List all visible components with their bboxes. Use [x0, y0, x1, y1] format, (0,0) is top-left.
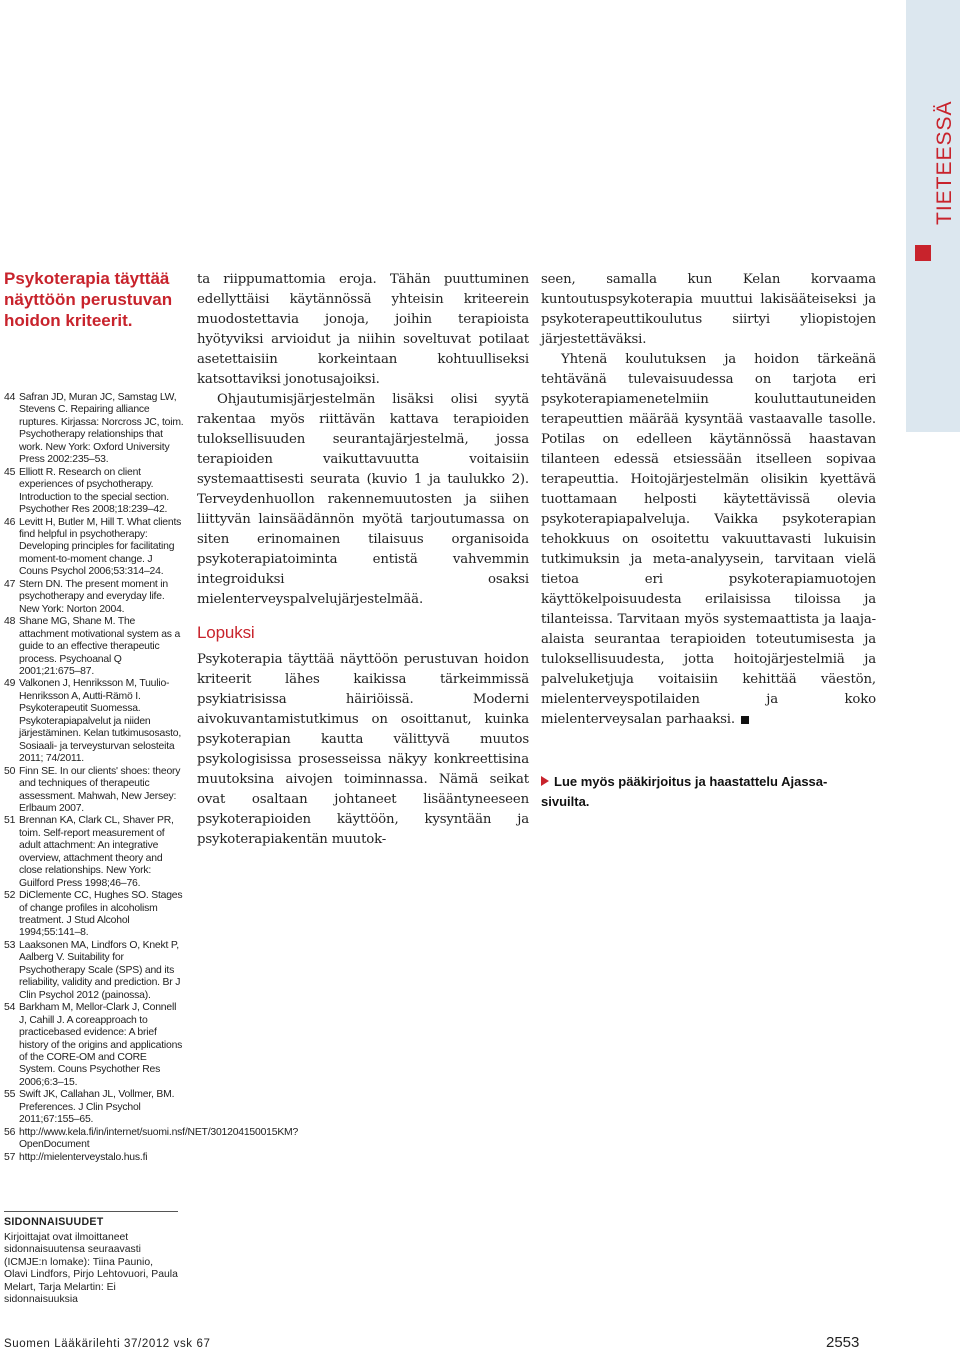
reference-text: http://mielenterveystalo.hus.fi — [19, 1151, 148, 1163]
page-number: 2553 — [826, 1334, 860, 1351]
section-heading: Lopuksi — [197, 623, 255, 642]
reference-number: 46 — [4, 516, 16, 528]
reference-text: Safran JD, Muran JC, Samstag LW, Stevens C. Repairing alliance ruptures. Kirjassa: Norcross JC, toim. Psychotherapy relationships that work. New York: Oxford University Press 2002:235–53. — [19, 392, 184, 466]
reference-item — [4, 616, 184, 678]
divider — [4, 1211, 178, 1212]
body-paragraph: Ohjautumisjärjestelmän lisäksi olisi syytä rakentaa myös riittävän kattava terapioiden tuloksellisuuden seurantajärjestelmä, jossa terapioiden vaikuttavuutta voitaisiin systemaattisesti seurata (kuvio 1 ja taulukko 2). Terveydenhuollon rakennemuutosten ja siihen liittyvän lainsäädännön myötä tarjoutumassa on siten erinomainen tilaisuus organisoida psykoterapiatoiminta entistä vahvemmin integroiduksi osaksi mielenterveyspalvelujärjestelmää. — [197, 392, 529, 607]
body-paragraph-text: Yhtenä koulutuksen ja hoidon tärkeänä tehtävänä tulevaisuudessa on tarjota eri psykoterapiamenetelmiin kouluttautuneiden terapeuttien määrää kysyntää vastaavalle tasolle. Potilas on edelleen käytännössä haastavan tilanteen edessä etsiessään itselleen sopivaa terapeuttia. Hoitojärjestelmän olisikin kyettävä tuottamaan helposti käytettävissä olevia psykoterapiapalveluja. Vaikka psykoterapian tehokkuus on osoitettu vakuuttavasti lukuisin tutkimuksin ja meta-analyysein, tarvitaan vielä tietoa eri psykoterapiamuotojen käyttökelpoisuudesta erilaisissa tiloissa ja tilanteissa. Tarvitaan myös systemaattista ja laaja-alaista seurantaa terapioiden toteutumisesta ja tuloksellisuudesta, jotta hoitojärjestelmiä ja palveluketjuja voitaisiin kehittää väestön, mielenterveyspotilaiden ja koko mielenterveysalan parhaaksi. — [541, 352, 876, 727]
reference-text: Levitt H, Butler M, Hill T. What clients find helpful in psychotherapy: Developing principles for facilitating moment-to-moment change. J Couns Psychol 2006;53:314–24. — [19, 516, 182, 578]
end-mark-icon — [741, 716, 749, 724]
body-column-middle — [197, 270, 529, 850]
reference-text: Swift JK, Callahan JL, Vollmer, BM. Preferences. J Clin Psychol 2011;67:155–65. — [19, 1089, 175, 1126]
lead-text: Psykoterapia täyttää näyttöön perustuvan hoidon kriteerit. — [4, 269, 173, 330]
see-also-text: Lue myös pääkirjoitus ja haastattelu Ajassa-sivuilta. — [541, 774, 828, 809]
disclosure-text: Kirjoittajat ovat ilmoittaneet sidonnaisuutensa seuraavasti (ICMJE:n lomake): Tiina Paunio, Olavi Lindfors, Pirjo Lehtovuori, Paula Melart, Tarja Melartin: Ei sidonnaisuuksia — [4, 1231, 178, 1305]
disclosure-title: SIDONNAISUUDET — [4, 1216, 104, 1228]
reference-item — [4, 890, 184, 940]
reference-number: 57 — [4, 1151, 16, 1163]
reference-text: Finn SE. In our clients' shoes: theory and techniques of therapeutic assessment. Mahwah, New Jersey: Erlbaum 2007. — [19, 765, 181, 814]
reference-number: 44 — [4, 392, 16, 403]
reference-item — [4, 467, 184, 517]
section-label-text: TIETEESSÄ — [933, 100, 956, 225]
reference-number: 50 — [4, 765, 16, 777]
reference-number: 47 — [4, 578, 16, 590]
body-paragraph-last — [541, 350, 876, 730]
reference-item — [4, 517, 184, 579]
reference-item — [4, 940, 184, 1002]
reference-text: Valkonen J, Henriksson M, Tuulio-Henriksson A, Autti-Rämö I. Psykoterapeutit Suomessa. Psykoterapiapalvelut ja niiden järjestäminen. Kelan tutkimusosasto, Sosiaali- ja terveysturvan selosteita 2011; 74/2011. — [19, 678, 182, 765]
reference-number: 55 — [4, 1089, 16, 1101]
section-band — [906, 0, 960, 432]
reference-number: 53 — [4, 939, 16, 951]
see-also-link[interactable] — [541, 772, 841, 812]
triangle-right-icon — [541, 776, 549, 786]
reference-item — [4, 1002, 184, 1089]
reference-item — [4, 579, 184, 616]
section-square-icon — [915, 245, 931, 261]
body-paragraph: seen, samalla kun Kelan korvaama kuntoutuspsykoterapia muuttui lakisääteiseksi ja psykoterapeuttikoulutus siirtyi yliopistojen järjestettäväksi. — [541, 272, 876, 347]
reference-text: Barkham M, Mellor-Clark J, Connell J, Cahill J. A coreapproach to practicebased evidence: A brief history of the origins and applications of the CORE-OM and CORE System. Couns Psychother Res 2006;6:3–15. — [19, 1002, 183, 1088]
reference-text: Laaksonen MA, Lindfors O, Knekt P, Aalberg V. Suitability for Psychotherapy Scale (SPS) and its reliability, validity and prediction. Br J Clin Psychol 2012 (painossa). — [19, 939, 181, 1001]
reference-item — [4, 1152, 184, 1164]
reference-item — [4, 766, 184, 816]
reference-text: Elliott R. Research on client experiences of psychotherapy. Introduction to the special section. Psychother Res 2008;18:239–42. — [19, 466, 169, 516]
reference-text: Stern DN. The present moment in psychotherapy and everyday life. New York: Norton 2004. — [19, 578, 168, 615]
reference-text: Shane MG, Shane M. The attachment motivational system as a guide to an effective therapeutic process. Psychoanal Q 2001;21:675–87. — [19, 616, 181, 677]
reference-number: 48 — [4, 616, 16, 628]
reference-number: 54 — [4, 1002, 16, 1014]
reference-number: 49 — [4, 678, 16, 690]
body-column-right — [541, 270, 876, 730]
reference-text: http://www.kela.fi/in/internet/suomi.nsf/NET/301204150015KM?OpenDocument — [19, 1126, 299, 1151]
reference-text: DiClemente CC, Hughes SO. Stages of change profiles in alcoholism treatment. J Stud Alcohol 1994;55:141–8. — [19, 890, 183, 939]
journal-footer: Suomen Lääkärilehti 37/2012 vsk 67 — [4, 1338, 211, 1350]
body-paragraph: ta riippumattomia eroja. Tähän puuttuminen edellyttäisi käytännössä yhteisin kriteerein muodostettavia jonoja, joihin terapioista hyötyviksi arvioidut ja niihin soveltuvat potilaat asetettaisiin korkeintaan kohtuulliseksi katsottaviksi jonotusajoiksi. — [197, 272, 529, 387]
reference-item — [4, 1089, 184, 1126]
reference-number: 56 — [4, 1126, 16, 1138]
reference-item — [4, 815, 184, 890]
reference-item — [4, 392, 184, 467]
reference-number: 45 — [4, 466, 16, 478]
reference-item — [4, 1126, 299, 1152]
reference-text: Brennan KA, Clark CL, Shaver PR, toim. Self-report measurement of adult attachment: An integrative overview, attachment theory and close relationships. New York: Guilford Press 1998;46–76. — [19, 815, 174, 889]
body-paragraph: Psykoterapia täyttää näyttöön perustuvan hoidon kriteerit lähes kaikissa tärkeimmissä psykiatrisissa häiriöissä. Moderni aivokuvantamistutkimus on osoittanut, kuinka psykoterapian kautta välittyvä muutos psykologisissa prosesseissa näkyy konkreettisina muutoksina aivojen toiminnassa. Nämä seikat ovat osaltaan johtaneet lisääntyneeseen psykoterapioiden käyttöön, kysyntään ja psykoterapiakentän muutok- — [197, 652, 529, 847]
section-label — [906, 0, 960, 260]
reference-number: 51 — [4, 815, 16, 827]
reference-item — [4, 678, 184, 765]
disclosure-box — [4, 1216, 179, 1307]
reference-number: 52 — [4, 890, 16, 902]
